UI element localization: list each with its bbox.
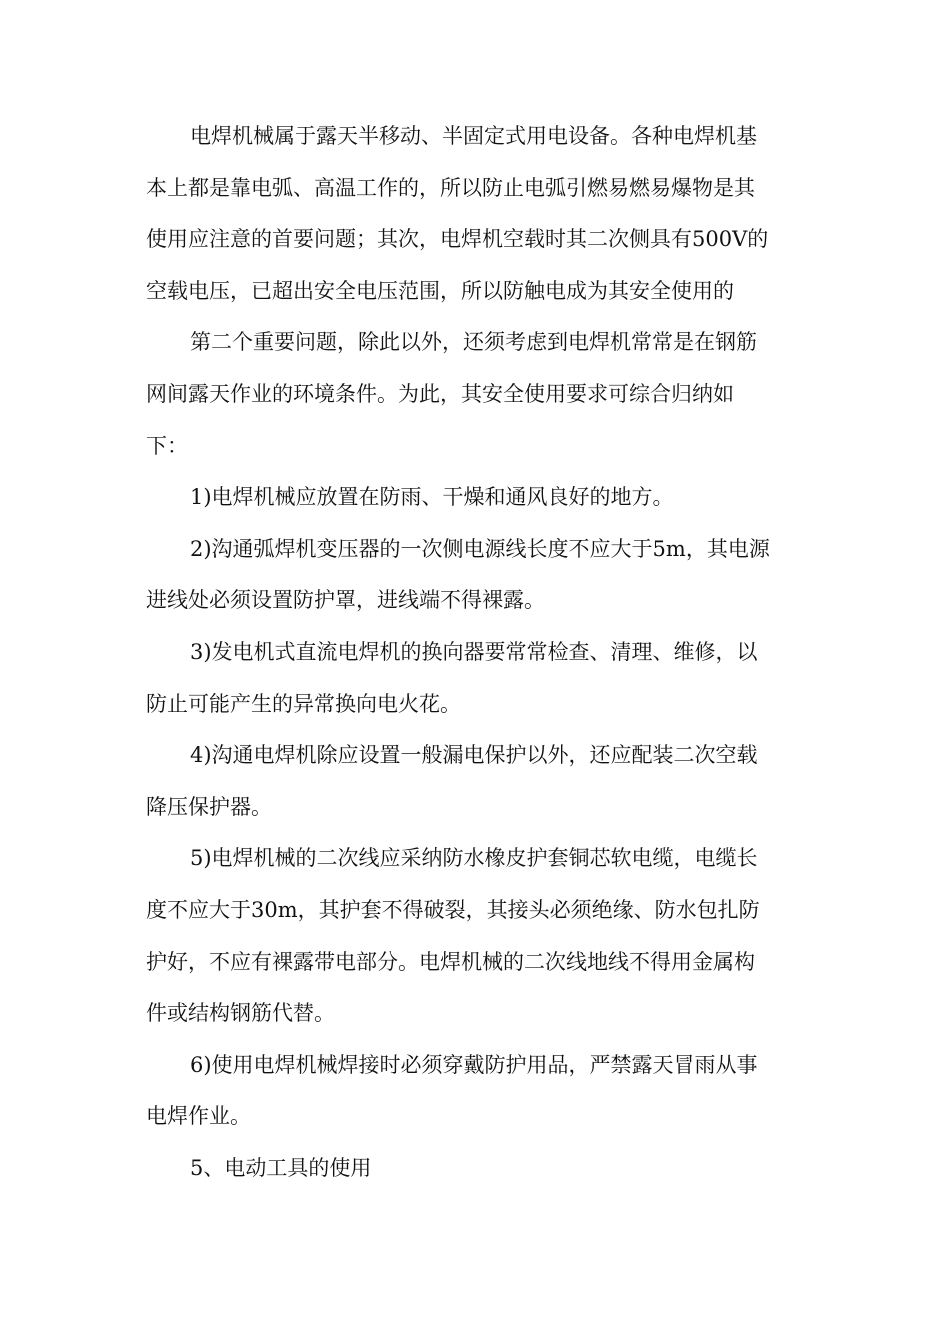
list-item-text: 3)发电机式直流电焊机的换向器要常常检查、清理、维修，以 xyxy=(190,639,758,664)
text-line: 第二个重要问题，除此以外，还须考虑到电焊机常常是在钢筋 xyxy=(190,330,757,355)
text-line: 网间露天作业的环境条件。为此，其安全使用要求可综合归纳如 xyxy=(146,381,734,406)
list-item-text: 6)使用电焊机械焊接时必须穿戴防护用品，严禁露天冒雨从事 xyxy=(190,1052,758,1077)
list-item-text: 5)电焊机械的二次线应采纳防水橡皮护套铜芯软电缆，电缆长 xyxy=(190,846,758,871)
list-item-text: 1)电焊机械应放置在防雨、干燥和通风良好的地方。 xyxy=(190,485,674,510)
text-line: 护好，不应有裸露带电部分。电焊机械的二次线地线不得用金属构 xyxy=(146,949,755,974)
text-line: 进线处必须设置防护罩，进线端不得裸露。 xyxy=(146,588,545,613)
text-line: 件或结构钢筋代替。 xyxy=(146,1001,335,1026)
section-heading: 5、电动工具的使用 xyxy=(190,1155,372,1180)
text-line: 电焊作业。 xyxy=(146,1104,251,1129)
list-item-text: 4)沟通电焊机除应设置一般漏电保护以外，还应配装二次空载 xyxy=(190,743,758,768)
text-line: 度不应大于30m，其护套不得破裂，其接头必须绝缘、防水包扎防 xyxy=(146,897,760,922)
text-line: 下： xyxy=(146,433,188,458)
text-line: 电焊机械属于露天半移动、半固定式用电设备。各种电焊机基 xyxy=(190,124,757,148)
text-line: 防止可能产生的异常换向电火花。 xyxy=(146,691,461,716)
document-body xyxy=(146,111,810,1194)
text-line: 空载电压，已超出安全电压范围，所以防触电成为其安全使用的 xyxy=(146,278,734,303)
list-item-text: 2)沟通弧焊机变压器的一次侧电源线长度不应大于5m，其电源 xyxy=(190,536,770,561)
text-line: 使用应注意的首要问题；其次，电焊机空载时其二次侧具有500V的 xyxy=(146,227,769,252)
text-line: 本上都是靠电弧、高温工作的，所以防止电弧引燃易燃易爆物是其 xyxy=(146,175,755,200)
text-line: 降压保护器。 xyxy=(146,794,272,819)
